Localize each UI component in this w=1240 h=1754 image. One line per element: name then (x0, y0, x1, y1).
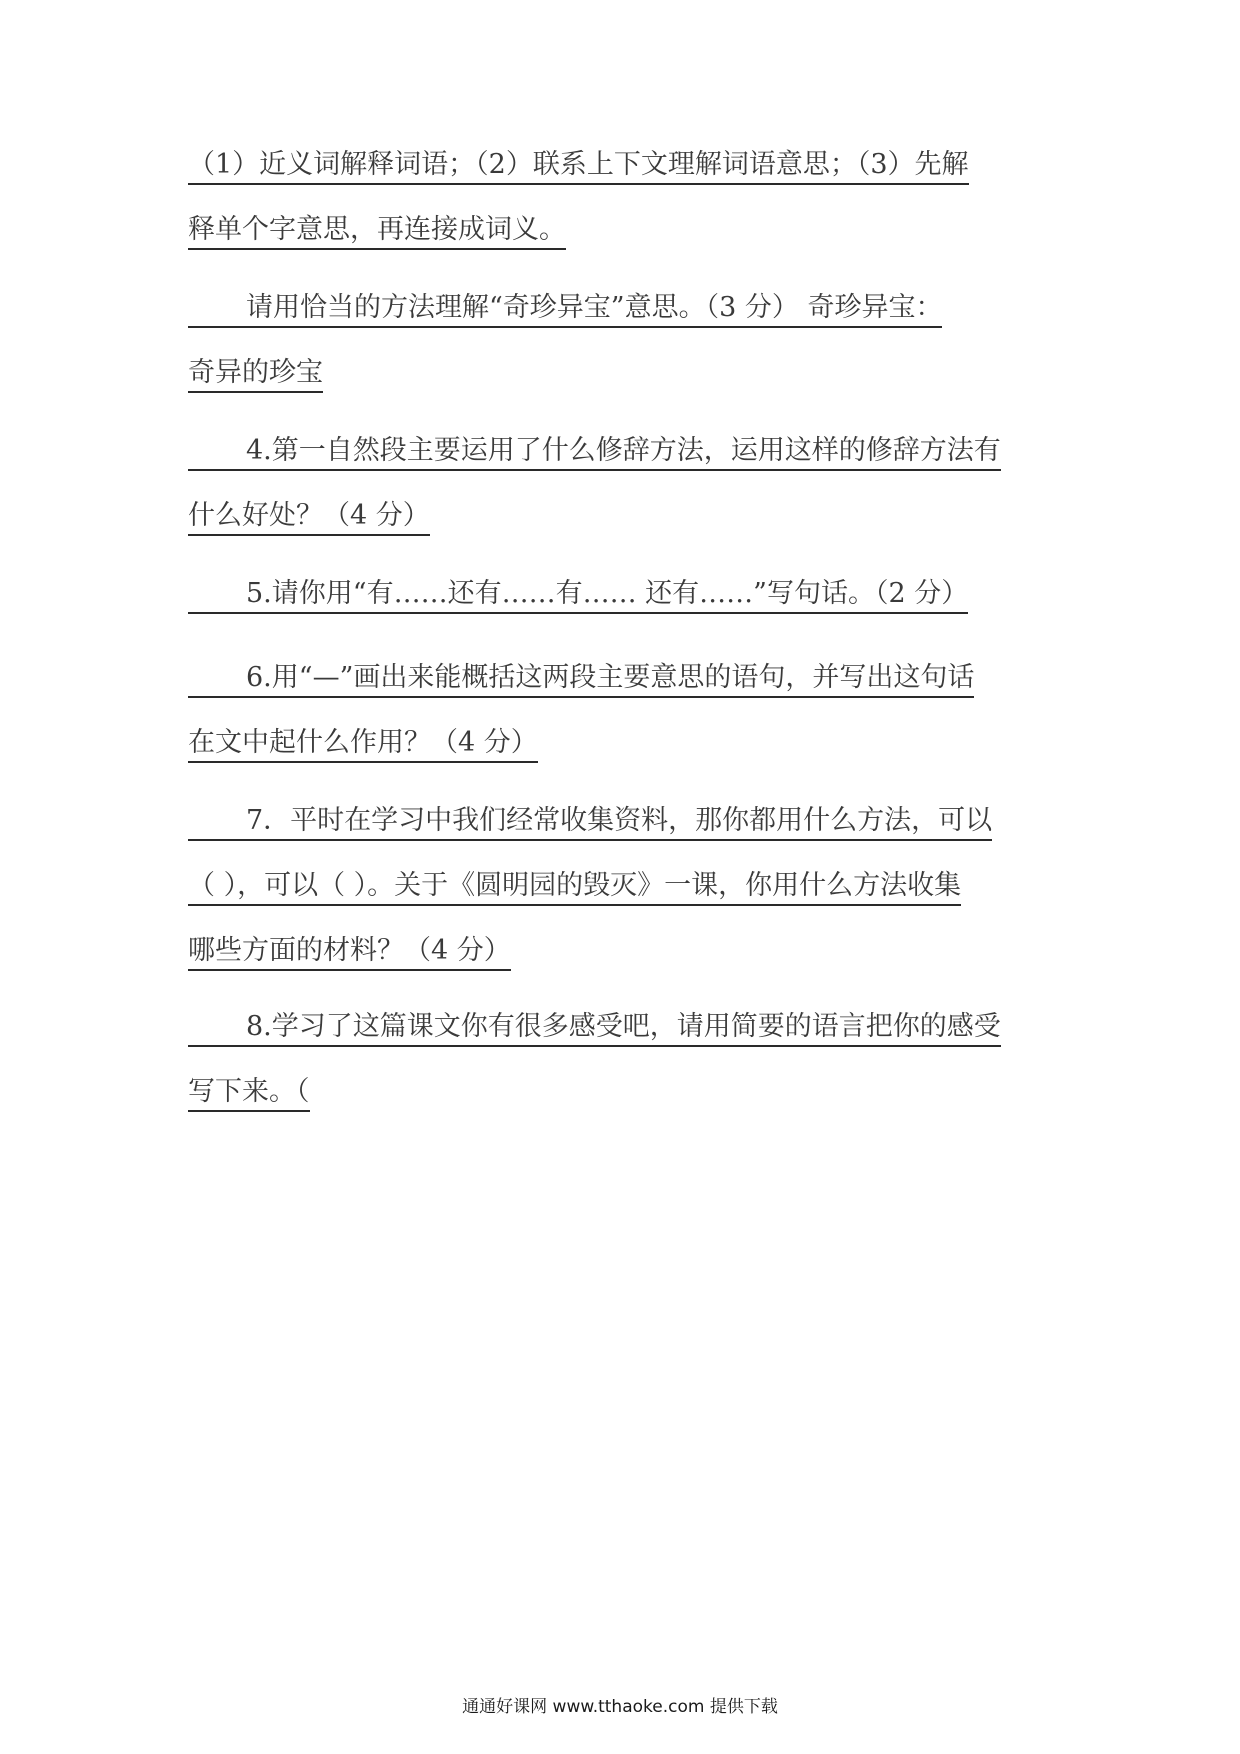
paragraph-line: 5.请你用“有……还有……有…… 还有……”写句话。（2 分） (188, 561, 1060, 626)
paragraph-line: 在文中起什么作用？（4 分） (188, 710, 1060, 775)
paragraph-line: 写下来。（ (188, 1059, 1060, 1124)
question-6-paragraph (188, 645, 1060, 775)
page-footer (0, 1692, 1240, 1717)
question-4-paragraph (188, 418, 1060, 548)
question-5-paragraph (188, 561, 1060, 626)
paragraph-line: （1）近义词解释词语；（2）联系上下文理解词语意思；（3）先解 (188, 132, 1060, 197)
paragraph-line: 7．平时在学习中我们经常收集资料，那你都用什么方法，可以 (188, 788, 1060, 853)
paragraph-line: 6.用“—”画出来能概括这两段主要意思的语句，并写出这句话 (188, 645, 1060, 710)
paragraph-line: 8.学习了这篇课文你有很多感受吧，请用简要的语言把你的感受 (188, 994, 1060, 1059)
paragraph-line: 请用恰当的方法理解“奇珍异宝”意思。（3 分） 奇珍异宝： (188, 275, 1060, 340)
methods-answer-paragraph (188, 132, 1060, 262)
paragraph-line: 释单个字意思，再连接成词义。 (188, 197, 1060, 262)
paragraph-line: （ ），可以（ ）。关于《圆明园的毁灭》一课，你用什么方法收集 (188, 853, 1060, 918)
question-3-sub-paragraph (188, 275, 1060, 405)
paragraph-line: 奇异的珍宝 (188, 340, 1060, 405)
footer-text: 通通好课网 www.tthaoke.com 提供下载 (462, 1697, 778, 1717)
question-7-paragraph (188, 788, 1060, 983)
question-8-paragraph (188, 994, 1060, 1124)
paragraph-line: 哪些方面的材料？（4 分） (188, 918, 1060, 983)
paragraph-line: 4.第一自然段主要运用了什么修辞方法，运用这样的修辞方法有 (188, 418, 1060, 483)
paragraph-line: 什么好处？（4 分） (188, 483, 1060, 548)
